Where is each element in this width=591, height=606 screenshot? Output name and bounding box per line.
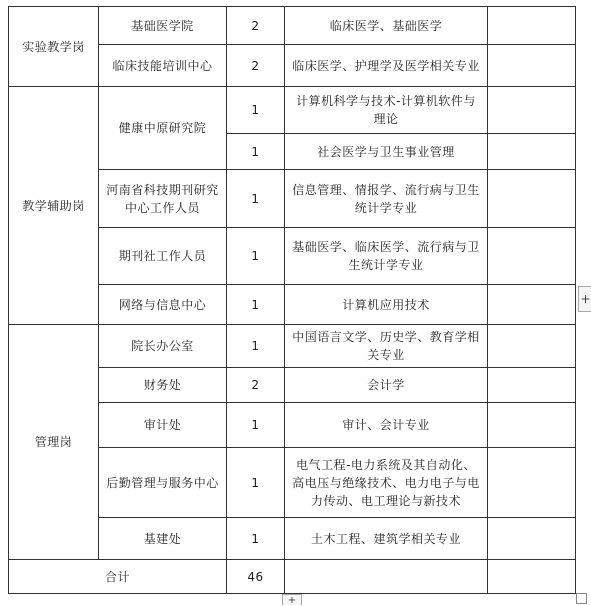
remark-cell[interactable] [488,228,576,285]
table-row [9,325,576,368]
major-cell[interactable]: 基础医学、临床医学、流行病与卫生统计学专业 [285,228,488,285]
department-cell[interactable]: 健康中原研究院 [99,87,227,170]
department-cell[interactable]: 审计处 [99,403,227,448]
remark-cell[interactable] [488,170,576,228]
total-label-cell[interactable]: 合计 [9,560,227,594]
major-cell[interactable]: 社会医学与卫生事业管理 [285,134,488,170]
remark-cell[interactable] [488,45,576,87]
department-cell[interactable]: 院长办公室 [99,325,227,368]
count-cell[interactable]: 1 [227,325,285,368]
department-cell[interactable]: 财务处 [99,368,227,403]
major-cell[interactable]: 土木工程、建筑学相关专业 [285,518,488,560]
total-row [9,560,576,594]
position-table [8,6,576,594]
count-cell[interactable]: 1 [227,170,285,228]
table-row [9,7,576,45]
major-cell[interactable]: 会计学 [285,368,488,403]
count-cell[interactable]: 2 [227,368,285,403]
major-cell[interactable]: 信息管理、情报学、流行病与卫生统计学专业 [285,170,488,228]
count-cell[interactable]: 1 [227,134,285,170]
major-cell[interactable]: 临床医学、基础医学 [285,7,488,45]
remark-cell[interactable] [488,285,576,325]
department-cell[interactable]: 后勤管理与服务中心 [99,448,227,518]
count-cell[interactable]: 1 [227,403,285,448]
major-cell[interactable]: 审计、会计专业 [285,403,488,448]
remark-cell[interactable] [488,134,576,170]
remark-cell[interactable] [488,87,576,134]
count-cell[interactable]: 2 [227,45,285,87]
count-cell[interactable]: 1 [227,518,285,560]
count-cell[interactable]: 2 [227,7,285,45]
major-cell[interactable]: 电气工程-电力系统及其自动化、高电压与绝缘技术、电力电子与电力传动、电工理论与新技术 [285,448,488,518]
remark-cell[interactable] [488,7,576,45]
add-row-icon[interactable]: + [282,594,302,605]
department-cell[interactable]: 河南省科技期刊研究中心工作人员 [99,170,227,228]
remark-cell[interactable] [488,325,576,368]
major-cell[interactable]: 计算机应用技术 [285,285,488,325]
total-count-cell[interactable]: 46 [227,560,285,594]
total-major-cell[interactable] [285,560,488,594]
department-cell[interactable]: 基础医学院 [99,7,227,45]
remark-cell[interactable] [488,368,576,403]
category-cell[interactable]: 教学辅助岗 [9,87,99,325]
major-cell[interactable]: 计算机科学与技术-计算机软件与理论 [285,87,488,134]
major-cell[interactable]: 临床医学、护理学及医学相关专业 [285,45,488,87]
table-resize-handle[interactable] [576,593,587,604]
table-row [9,87,576,134]
department-cell[interactable]: 基建处 [99,518,227,560]
count-cell[interactable]: 1 [227,285,285,325]
major-cell[interactable]: 中国语言文学、历史学、教育学相关专业 [285,325,488,368]
add-column-icon[interactable]: + [578,286,591,312]
total-remark-cell[interactable] [488,560,576,594]
category-cell[interactable]: 实验教学岗 [9,7,99,87]
count-cell[interactable]: 1 [227,228,285,285]
count-cell[interactable]: 1 [227,448,285,518]
category-cell[interactable]: 管理岗 [9,325,99,560]
department-cell[interactable]: 临床技能培训中心 [99,45,227,87]
department-cell[interactable]: 网络与信息中心 [99,285,227,325]
department-cell[interactable]: 期刊社工作人员 [99,228,227,285]
remark-cell[interactable] [488,403,576,448]
remark-cell[interactable] [488,448,576,518]
remark-cell[interactable] [488,518,576,560]
count-cell[interactable]: 1 [227,87,285,134]
